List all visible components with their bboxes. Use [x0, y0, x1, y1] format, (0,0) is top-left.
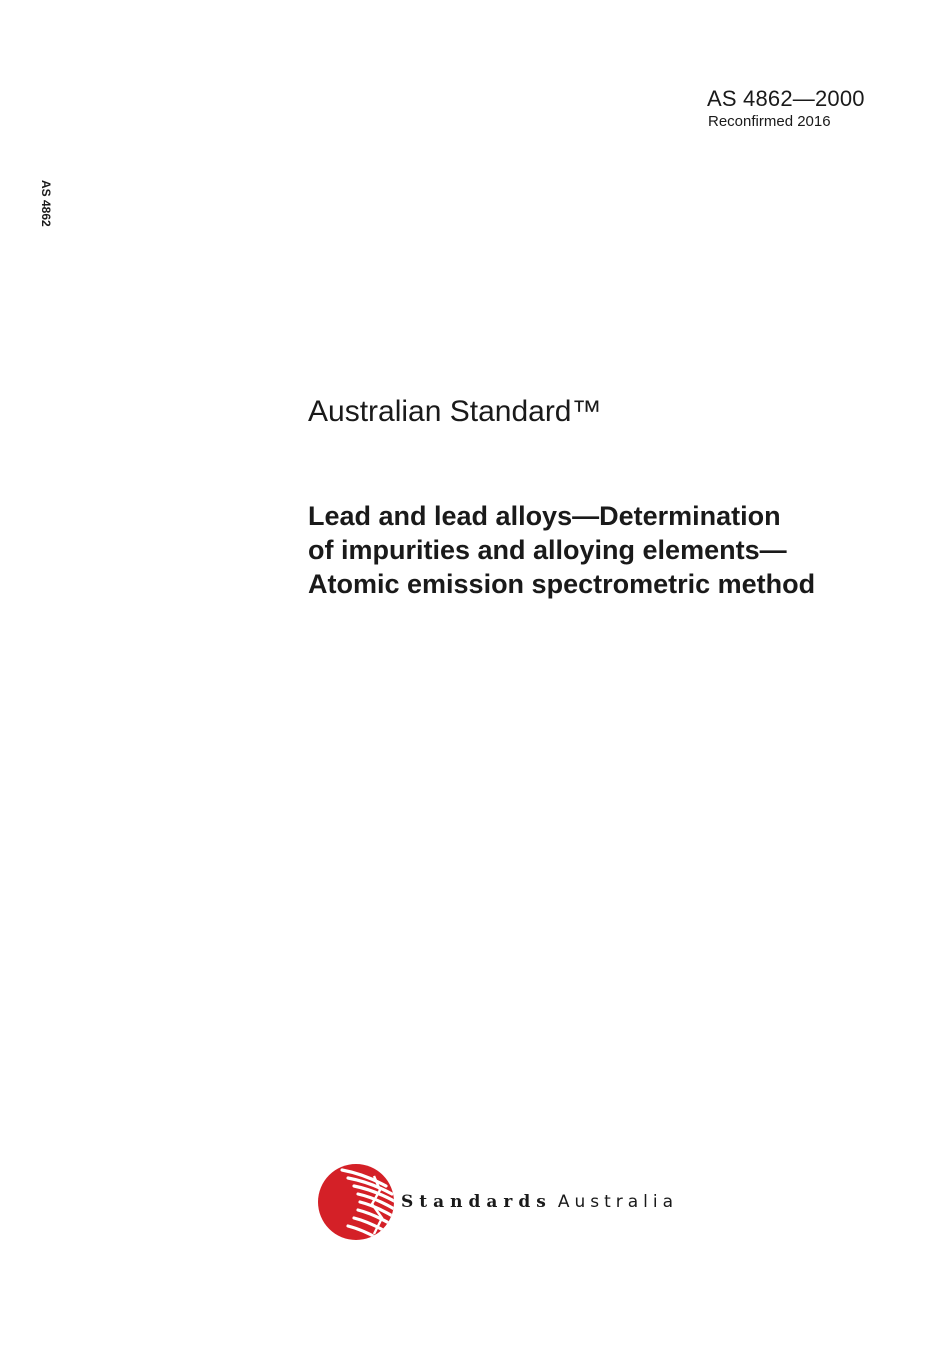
logo-wordmark	[401, 1192, 678, 1212]
logo-text-standards: Standards	[401, 1192, 552, 1212]
standard-number: AS 4862—2000	[707, 86, 865, 111]
reconfirmed-note: Reconfirmed 2016	[708, 113, 831, 130]
series-title: Australian Standard™	[308, 395, 602, 428]
document-title-line: Lead and lead alloys—Determination	[308, 501, 781, 531]
spine-label: AS 4862	[39, 180, 53, 227]
document-title	[308, 499, 908, 601]
standards-australia-logo-icon	[316, 1160, 396, 1244]
standards-australia-logo	[316, 1160, 736, 1250]
document-title-line: of impurities and alloying elements—	[308, 535, 787, 565]
document-title-line: Atomic emission spectrometric method	[308, 569, 816, 599]
logo-text-australia: Australia	[557, 1192, 679, 1212]
